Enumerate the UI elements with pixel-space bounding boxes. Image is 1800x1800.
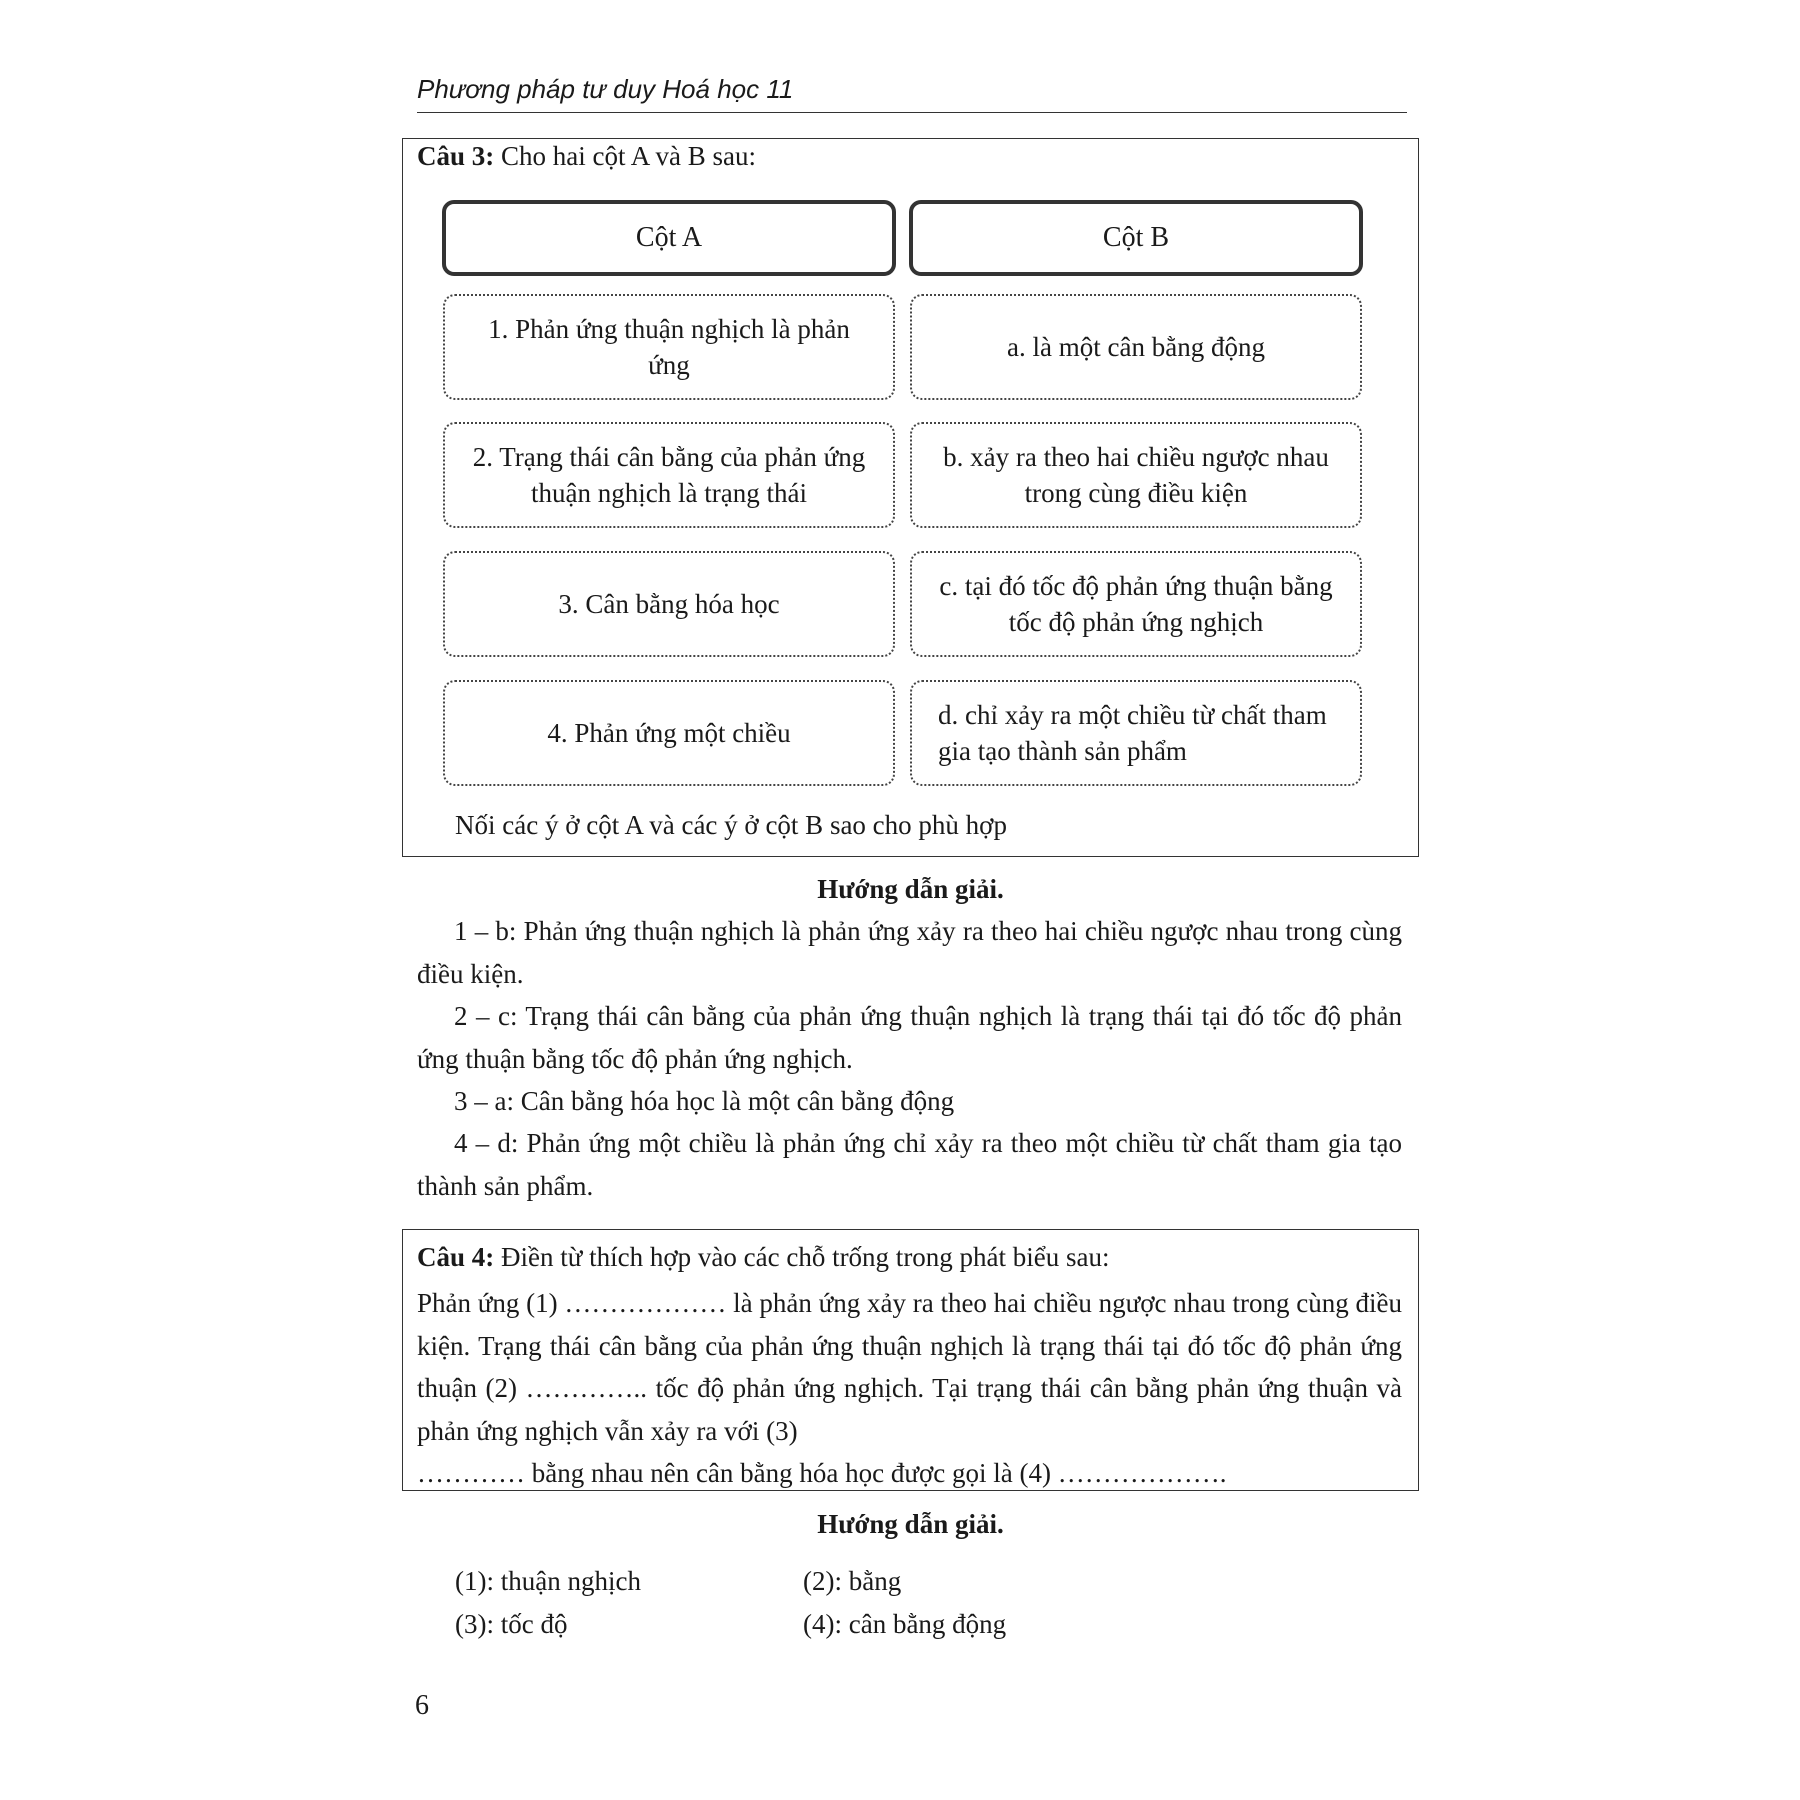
question-4-prompt: Điền từ thích hợp vào các chỗ trống trong phát biểu sau: [501,1242,1110,1272]
column-b-item-c: c. tại đó tốc độ phản ứng thuận bằng tốc độ phản ứng nghịch [910,551,1362,657]
question-3-label: Câu 3: [417,141,495,171]
answer-2: (2): bằng [803,1566,902,1596]
solution-3-text-1: 1 – b: Phản ứng thuận nghịch là phản ứng xảy ra theo hai chiều ngược nhau trong cùng điều kiện. [417,916,1402,989]
column-a-item-4: 4. Phản ứng một chiều [443,680,895,786]
solution-3-item-2 [417,995,1402,1080]
question-3-prompt: Cho hai cột A và B sau: [501,141,756,171]
solution-3-text-3: 3 – a: Cân bằng hóa học là một cân bằng động [454,1086,955,1116]
solution-3-text-4: 4 – d: Phản ứng một chiều là phản ứng chỉ xảy ra theo một chiều từ chất tham gia tạo thành sản phẩm. [417,1128,1402,1201]
question-4-body-last: ………… bằng nhau nên cân bằng hóa học được gọi là (4) ………………. [417,1458,1227,1488]
question-3-instruction: Nối các ý ở cột A và các ý ở cột B sao cho phù hợp [455,810,1007,840]
column-a-item-2: 2. Trạng thái cân bằng của phản ứng thuận nghịch là trạng thái [443,422,895,528]
running-header [417,72,1407,113]
solution-3-item-1 [417,910,1402,995]
question-3-heading [417,141,756,172]
answer-4: (4): cân bằng động [803,1609,1007,1639]
column-a-item-1: 1. Phản ứng thuận nghịch là phản ứng [443,294,895,400]
column-b-item-a: a. là một cân bằng động [910,294,1362,400]
book-title: Phương pháp tư duy Hoá học 11 [417,74,794,104]
solution-3-item-3 [417,1080,1402,1123]
column-b-item-d: d. chỉ xảy ra một chiều từ chất tham gia tạo thành sản phẩm [910,680,1362,786]
answer-1: (1): thuận nghịch [455,1566,641,1596]
column-b-item-b: b. xảy ra theo hai chiều ngược nhau trong cùng điều kiện [910,422,1362,528]
question-4-heading [417,1240,1402,1274]
column-b-header: Cột B [909,200,1363,276]
column-a-item-3: 3. Cân bằng hóa học [443,551,895,657]
solution-4-title: Hướng dẫn giải. [817,1509,1004,1539]
question-4-content [417,1240,1402,1495]
column-a-header: Cột A [442,200,896,276]
solution-3-text-2: 2 – c: Trạng thái cân bằng của phản ứng thuận nghịch là trạng thái tại đó tốc độ phản ứng thuận bằng tốc độ phản ứng nghịch. [417,1001,1402,1074]
solution-3-title: Hướng dẫn giải. [817,874,1004,904]
solution-3-item-4 [417,1122,1402,1207]
page-number: 6 [415,1690,429,1721]
question-4-label: Câu 4: [417,1242,495,1272]
answer-3: (3): tốc độ [455,1609,568,1639]
question-4-body: Phản ứng (1) ……………… là phản ứng xảy ra theo hai chiều ngược nhau trong cùng điều kiện. Trạng thái cân bằng của phản ứng thuận nghịch là trạng thái tại đó tốc độ phản ứng thuận (2) ………….. tốc độ phản ứng nghịch. Tại trạng thái cân bằng phản ứng thuận và phản ứng nghịch vẫn xảy ra với (3) [417,1288,1402,1446]
